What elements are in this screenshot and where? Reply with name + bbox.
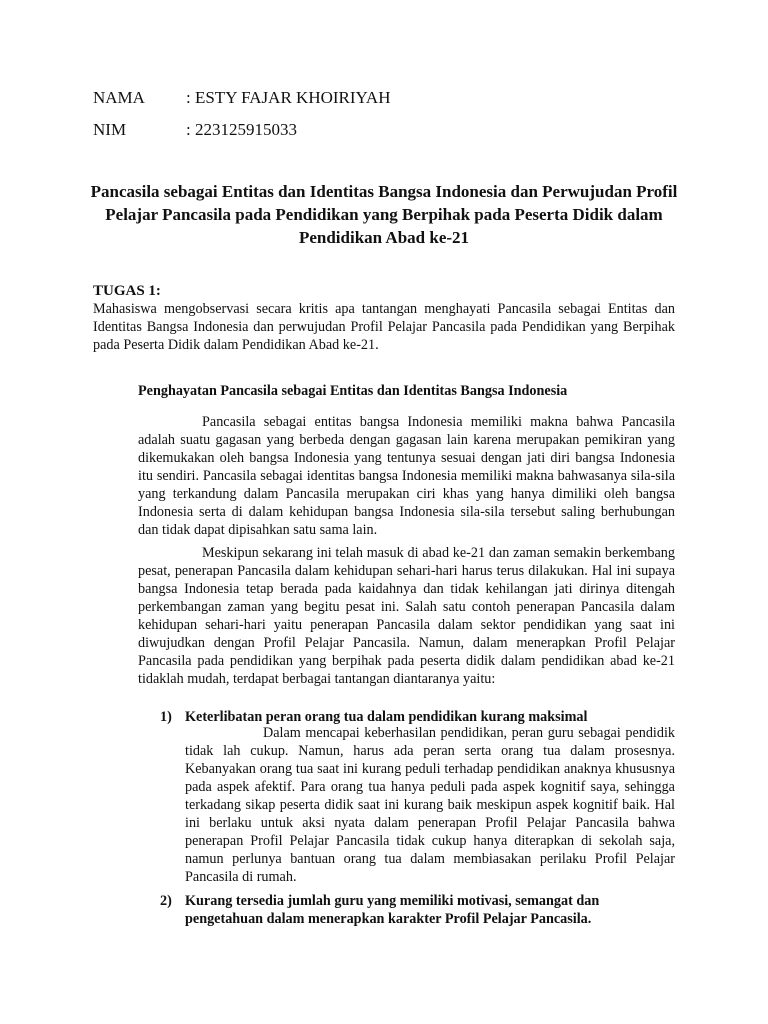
paragraph-text: Pancasila sebagai entitas bangsa Indonesia memiliki makna bahwa Pancasila adalah suatu gagasan yang berbeda dengan gagasan lain karena merupakan pemikiran yang dikemukakan oleh bangsa Indonesia yang tentunya sesuai dengan jati diri bangsa Indonesia itu sendiri. Pancasila sebagai identitas bangsa Indonesia memiliki makna bahwasanya sila-sila yang terkandung dalam Pancasila merupakan ciri khas yang hanya dimiliki oleh bangsa Indonesia serta di dalam kehidupan bangsa Indonesia sila-sila tersebut saling berhubungan dan tidak dapat dipisahkan satu sama lain. — [138, 414, 675, 538]
paragraph-challenges-intro — [138, 544, 675, 688]
list-item-title — [160, 892, 680, 928]
task-description: Mahasiswa mengobservasi secara kritis apa tantangan menghayati Pancasila sebagai Entitas dan Identitas Bangsa Indonesia dan perwujudan Profil Pelajar Pancasila pada Pendidikan yang Berpihak pada Peserta Didik dalam Pendidikan Abad ke-21. — [93, 301, 675, 353]
task-label: TUGAS 1: — [93, 283, 161, 299]
list-item-heading: Keterlibatan peran orang tua dalam pendidikan kurang maksimal — [185, 709, 588, 725]
list-item-number: 2) — [160, 893, 172, 909]
list-item-number: 1) — [160, 709, 172, 725]
nim-label: NIM — [93, 120, 127, 139]
name-value: : ESTY FAJAR KHOIRIYAH — [186, 88, 391, 107]
list-item-body — [185, 724, 675, 886]
section-heading: Penghayatan Pancasila sebagai Entitas dan Identitas Bangsa Indonesia — [138, 383, 568, 399]
list-item-heading: Kurang tersedia jumlah guru yang memiliki motivasi, semangat dan pengetahuan dalam menerapkan karakter Profil Pelajar Pancasila. — [185, 893, 600, 927]
paragraph-entity-identity — [138, 413, 675, 539]
document-title: Pancasila sebagai Entitas dan Identitas Bangsa Indonesia dan Perwujudan Profil Pelajar Pancasila pada Pendidikan yang Berpihak pada Peserta Didik dalam Pendidikan Abad ke-21 — [90, 182, 678, 247]
paragraph-text: Meskipun sekarang ini telah masuk di abad ke-21 dan zaman semakin berkembang pesat, penerapan Pancasila dalam kehidupan sehari-hari harus terus dilakukan. Hal ini supaya bangsa Indonesia tetap berada pada kaidahnya dan tidak kehilangan jati dirinya ditengah perkembangan zaman yang begitu pesat ini. Salah satu contoh penerapan Pancasila dalam kehidupan sehari-hari yaitu penerapan Pancasila dalam sektor pendidikan yang saat ini diwujudkan dengan Profil Pelajar Pancasila. Namun, dalam menerapkan Profil Pelajar Pancasila pada pendidikan yang berpihak pada peserta didik dalam pendidikan abad ke-21 tidaklah mudah, terdapat berbagai tantangan diantaranya yaitu: — [138, 545, 675, 687]
list-item-body-text: Dalam mencapai keberhasilan pendidikan, peran guru sebagai pendidik tidak lah cukup. Namun, harus ada peran serta orang tua dalam prosesnya. Kebanyakan orang tua saat ini kurang peduli terhadap pendidikan anaknya khususnya pada aspek afektif. Para orang tua hanya peduli pada aspek kognitif saya, sehingga terkadang sikap peserta didik saat ini kurang baik meskipun aspek kognitif baik. Hal ini berlaku untuk aksi nyata dalam penerapan Profil Pelajar Pancasila bahwa penerapan Profil Pelajar Pancasila tidak cukup hanya diterapkan di sekolah saja, namun perlunya bantuan orang tua dalam membiasakan perilaku Profil Pelajar Pancasila di rumah. — [185, 725, 675, 885]
nim-value: : 223125915033 — [186, 120, 297, 139]
name-label: NAMA — [93, 88, 145, 107]
